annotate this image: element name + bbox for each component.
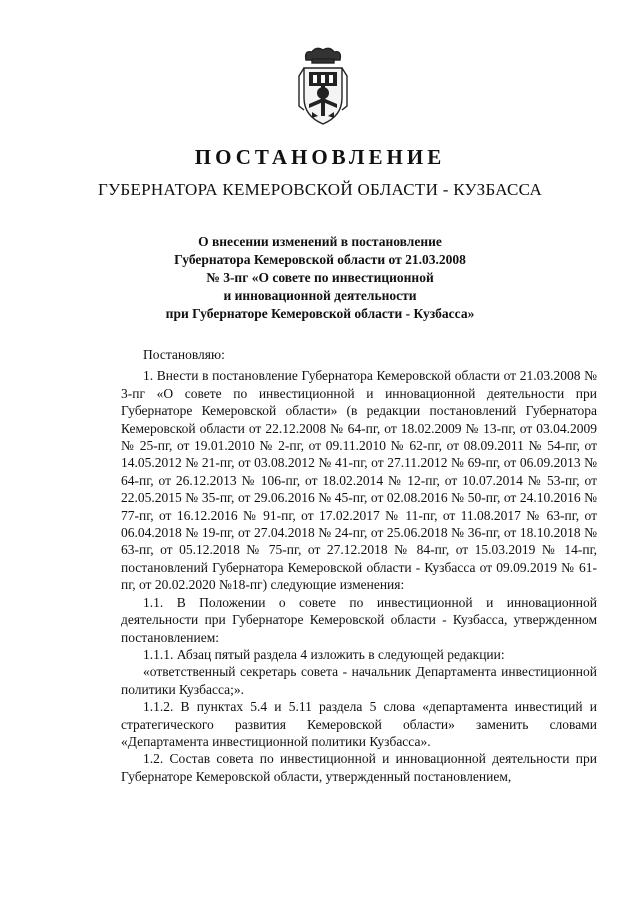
subject-line: № 3-пг «О совете по инвестиционной — [206, 270, 434, 285]
document-title: ПОСТАНОВЛЕНИЕ — [194, 145, 446, 169]
coat-of-arms-icon — [296, 46, 350, 128]
body-paragraph: 1.1.2. В пунктах 5.4 и 5.11 раздела 5 слова «департамента инвестиций и стратегического развития Кемеровской области» заменить словами «Департамента инвестиционной политики Кузбасса». — [121, 699, 597, 749]
document-subject — [0, 233, 640, 323]
subject-line: при Губернаторе Кемеровской области - Кузбасса» — [165, 306, 475, 321]
body-paragraph: 1. Внести в постановление Губернатора Кемеровской области от 21.03.2008 № 3-пг «О совете по инвестиционной и инновационной деятельности при Губернаторе Кемеровской области» (в редакции постановлений Губернатора Кемеровской области от 22.12.2008 № 64-пг, от 18.02.2009 № 13-пг, от 03.04.2009 № 25-пг, от 19.01.2010 № 2-пг, от 09.11.2010 № 62-пг, от 08.09.2011 № 54-пг, от 14.05.2012 № 21-пг, от 03.08.2012 № 41-пг, от 27.11.2012 № 69-пг, от 06.09.2013 № 64-пг, от 26.12.2013 № 106-пг, от 18.02.2014 № 12-пг, от 10.07.2014 № 53-пг, от 22.05.2015 № 35-пг, от 29.06.2016 № 45-пг, от 02.08.2016 № 50-пг, от 24.10.2016 № 77-пг, от 16.12.2016 № 91-пг, от 17.02.2017 № 11-пг, от 11.08.2017 № 63-пг, от 06.04.2018 № 19-пг, от 27.04.2018 № 24-пг, от 25.06.2018 № 36-пг, от 18.10.2018 № 63-пг, от 05.12.2018 № 75-пг, от 27.12.2018 № 84-пг, от 15.03.2019 № 14-пг, постановлений Губернатора Кемеровской области - Кузбасса от 09.09.2019 № 61-пг, от 20.02.2020 №18-пг) следующие изменения: — [121, 368, 597, 593]
document-body — [121, 346, 597, 785]
subject-line: О внесении изменений в постановление — [198, 234, 442, 249]
body-paragraph: 1.1.1. Абзац пятый раздела 4 изложить в следующей редакции: — [143, 646, 505, 662]
body-paragraph: «ответственный секретарь совета - начальник Департамента инвестиционной политики Кузбасса;». — [121, 664, 597, 697]
body-paragraph: 1.2. Состав совета по инвестиционной и инновационной деятельности при Губернаторе Кемеровской области, утвержденный постановлением, — [121, 751, 597, 784]
decree-intro: Постановляю: — [143, 347, 225, 362]
subject-line: и инновационной деятельности — [223, 288, 417, 303]
subject-line: Губернатора Кемеровской области от 21.03.2008 — [174, 252, 466, 267]
document-issuer: ГУБЕРНАТОРА КЕМЕРОВСКОЙ ОБЛАСТИ - КУЗБАССА — [97, 180, 543, 199]
body-paragraph: 1.1. В Положении о совете по инвестиционной и инновационной деятельности при Губернаторе Кемеровской области - Кузбасса, утвержденном постановлением: — [121, 594, 597, 645]
